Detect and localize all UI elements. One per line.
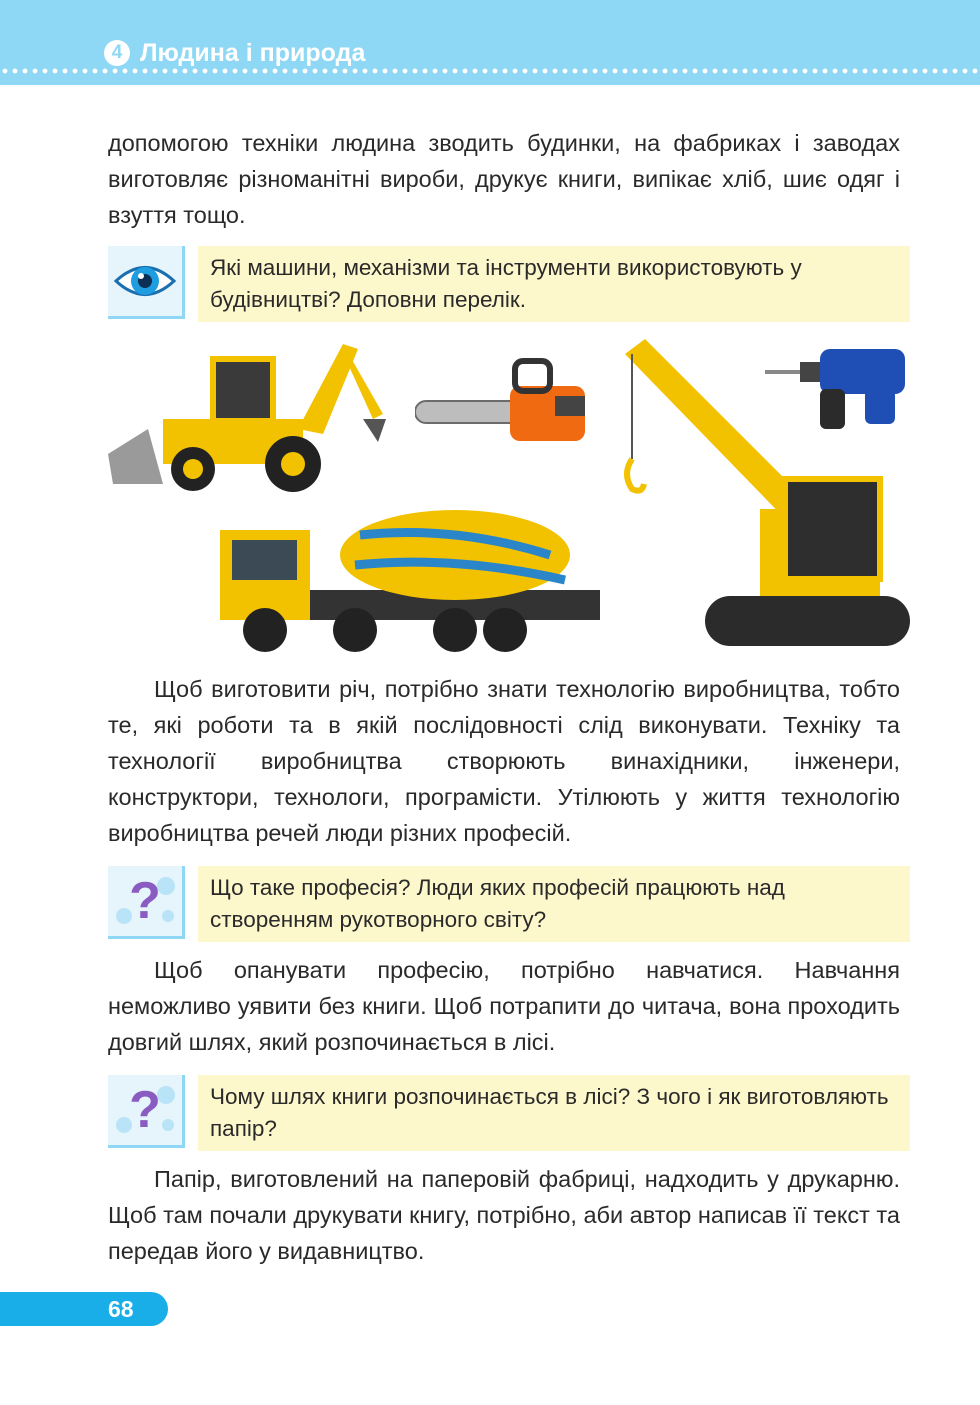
crane-hook	[627, 459, 644, 491]
truck-wheel	[433, 608, 477, 652]
task-question2-text: Чому шлях книги розпочинається в лісі? З чого і як виготовляють папір?	[210, 1084, 889, 1141]
truck-wheel	[243, 608, 287, 652]
paragraph-technology: Щоб виготовити річ, потрібно знати технологію виробництва, тобто те, які роботи та в якій послідовності слід виконувати. Техніку та технології виробництва створюють винахідники, інженери, конструктори, технологи, програмісти. Утілюють у життя технологію виробництва речей люди різних професій.	[108, 676, 900, 846]
page-number: 68	[108, 1296, 134, 1322]
chapter-number-badge: 4	[104, 40, 130, 66]
question-icon	[108, 1075, 185, 1148]
backhoe-bucket	[363, 419, 386, 442]
chainsaw-illustration	[415, 356, 600, 451]
paragraph-intro: допомогою техніки людина зводить будинки, на фабриках і заводах виготовляє різноманітні вироби, друкує книги, випікає хліб, шиє одяг і взуття тощо.	[108, 130, 900, 228]
task-observe-text: Які машини, механізми та інструменти використовують у будівництві? Доповни перелік.	[210, 255, 802, 312]
chapter-header	[0, 0, 980, 85]
chapter-title: Людина і природа	[140, 39, 366, 67]
svg-text:?: ?	[129, 1081, 161, 1139]
task-observe-box	[198, 246, 910, 322]
truck-window	[232, 540, 297, 580]
header-dotted-line	[0, 68, 980, 74]
question-icon	[108, 866, 185, 939]
truck-wheel	[483, 608, 527, 652]
chainsaw-bar	[415, 401, 525, 423]
loader-cab	[213, 359, 273, 421]
electric-drill-illustration	[765, 334, 910, 434]
drill-body	[820, 349, 905, 394]
loader-bucket	[108, 429, 163, 484]
crane-cab	[785, 479, 880, 579]
eye-icon	[108, 246, 185, 319]
task-question2-box	[198, 1075, 910, 1151]
task-question1-box	[198, 866, 910, 942]
drill-side-handle	[820, 389, 845, 429]
drill-grip	[865, 389, 895, 424]
backhoe-dipper	[343, 344, 383, 419]
paragraph-paper: Папір, виготовлений на паперовій фабриці, надходить у друкарню. Щоб там почали друкувати книгу, потрібно, аби автор написав її текст та передав його у видавництво.	[108, 1166, 900, 1264]
backhoe-loader-illustration	[108, 334, 388, 494]
crane-track	[705, 596, 910, 646]
truck-wheel	[333, 608, 377, 652]
concrete-mixer-truck-illustration	[220, 490, 610, 660]
svg-text:?: ?	[129, 872, 161, 930]
page-number-tab	[0, 1292, 168, 1326]
paragraph-education: Щоб опанувати професію, потрібно навчатися. Навчання неможливо уявити без книги. Щоб потрапити до читача, вона проходить довгий шлях, який розпочинається в лісі.	[108, 957, 900, 1055]
task-question1-text: Що таке професія? Люди яких професій працюють над створенням рукотворного світу?	[210, 875, 785, 932]
